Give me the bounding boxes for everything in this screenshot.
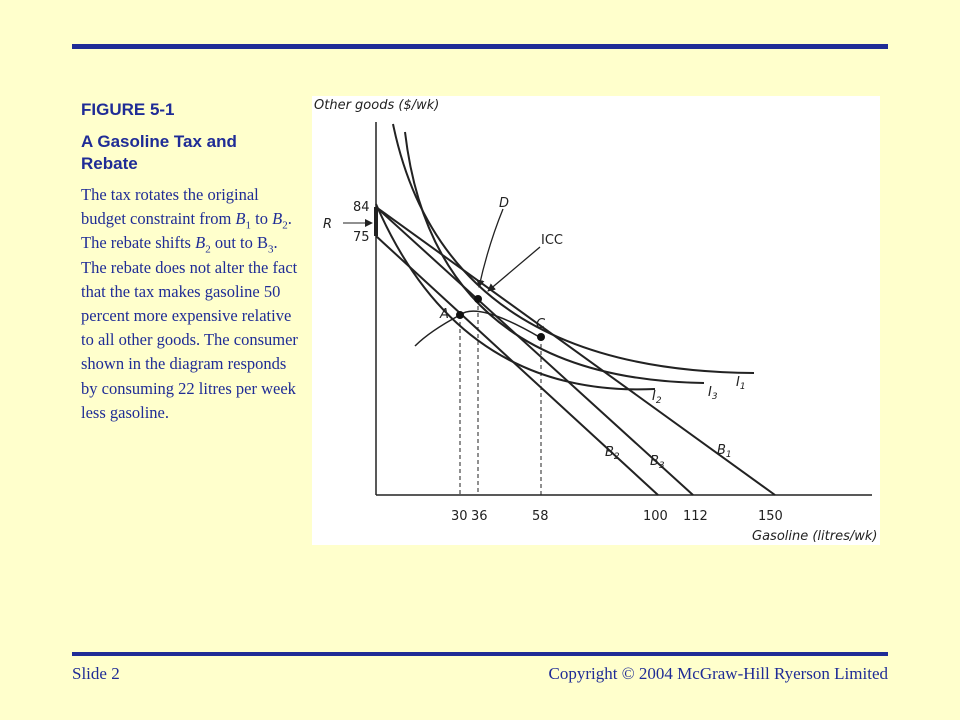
- figure-number: FIGURE 5-1: [81, 100, 175, 119]
- copyright-notice: Copyright © 2004 McGraw-Hill Ryerson Limited: [548, 664, 888, 683]
- x-tick-150: 150: [758, 509, 783, 524]
- figure-title: A Gasoline Tax and Rebate: [81, 132, 237, 173]
- point-a: [456, 311, 464, 319]
- curve-label-i3: $I_3$: [708, 385, 718, 402]
- budget-line-b3: [376, 207, 693, 495]
- top-rule: [72, 44, 888, 49]
- x-tick-100: 100: [643, 509, 668, 524]
- indifference-curve-i2: [376, 204, 655, 389]
- x-axis-label: Gasoline (litres/wk): [752, 529, 878, 544]
- point-a-label: A: [440, 307, 449, 322]
- icc-label: ICC: [541, 233, 563, 248]
- bottom-rule: [72, 652, 888, 656]
- y-tick-75: 75: [353, 230, 370, 245]
- curve-label-i1: $I_1$: [736, 375, 746, 392]
- budget-line-b1: [376, 207, 775, 495]
- y-axis-label: Other goods ($/wk): [314, 98, 440, 113]
- y-tick-84: 84: [353, 200, 370, 215]
- point-c-label: C: [536, 317, 546, 332]
- figure-caption: The tax rotates the original budget constraint from $B_1$ to $B_2$. The rebate shifts $B_2$ out to $B_3$. The rebate does not alter the fact that the tax makes gasoline 50 percent more expensive relative to all other goods. The consumer shown in the diagram responds by consuming 22 litres per week less gasoline.: [81, 185, 298, 422]
- curve-label-b1: $B_1$: [717, 443, 732, 460]
- x-tick-58: 58: [532, 509, 549, 524]
- icc-arrow: [488, 247, 540, 291]
- indifference-curve-i3: [405, 132, 704, 383]
- curve-label-i2: $I_2$: [652, 389, 662, 406]
- point-rebate-optimum: [474, 295, 482, 303]
- x-tick-36: 36: [471, 509, 488, 524]
- curve-d-label: D: [499, 196, 510, 211]
- curve-label-b3: $B_3$: [650, 454, 665, 471]
- indifference-curve-i1: [393, 124, 754, 373]
- curve-label-b2: $B_2$: [605, 445, 620, 462]
- economics-diagram: [312, 96, 880, 545]
- point-c: [537, 333, 545, 341]
- x-tick-30: 30: [451, 509, 468, 524]
- slide-number: Slide 2: [72, 664, 120, 683]
- curve-d-arrow: [479, 209, 503, 287]
- x-tick-112: 112: [683, 509, 708, 524]
- rebate-label: R: [323, 217, 333, 232]
